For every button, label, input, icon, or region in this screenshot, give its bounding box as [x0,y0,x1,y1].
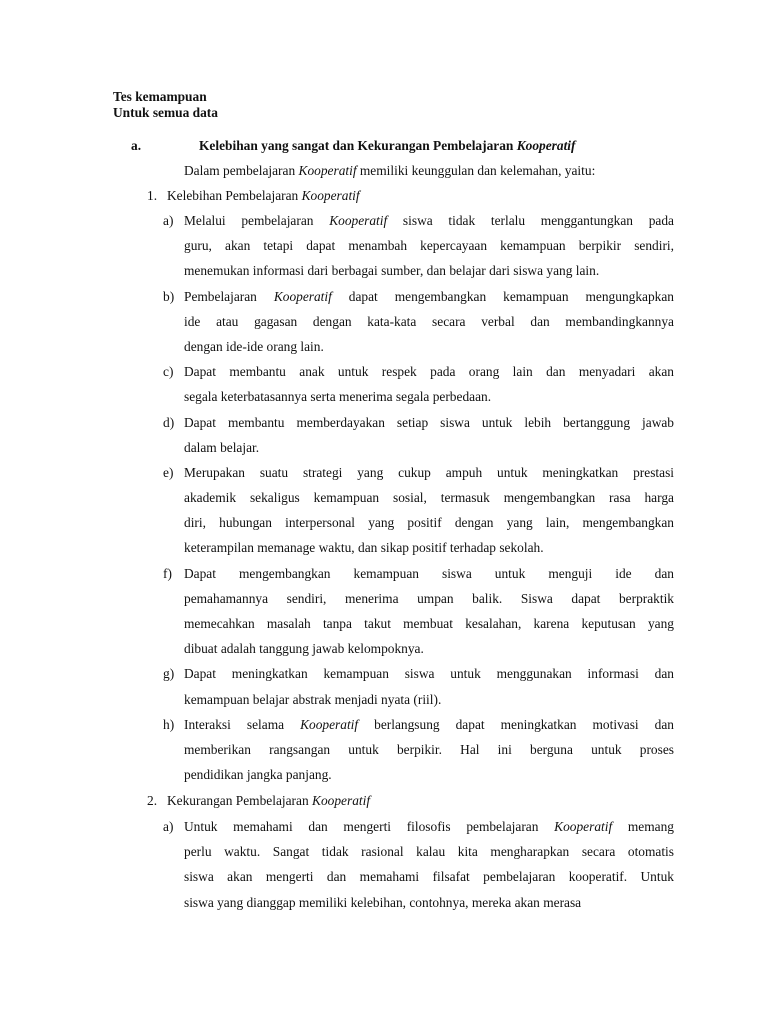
text-line: Dapat membantu memberdayakan setiap siswa untuk lebih bertanggung jawab [184,414,674,430]
document-subtitle: Untuk semua data [113,105,218,120]
list-item-marker: e) [163,464,174,480]
section-title: Kelebihan yang sangat dan Kekurangan Pembelajaran Kooperatif [199,138,576,153]
text-line: Merupakan suatu strategi yang cukup ampuh untuk meningkatkan prestasi [184,464,674,480]
text-line: diri, hubungan interpersonal yang positif dengan yang lain, mengembangkan [184,515,674,531]
subsection-title-kelebihan: Kelebihan Pembelajaran Kooperatif [167,188,360,203]
list-item [163,208,674,284]
text-line: Dapat membantu anak untuk respek pada orang lain dan menyadari akan [184,364,674,380]
text-line: Interaksi selama Kooperatif berlangsung dapat meningkatkan motivasi dan [184,716,674,732]
list-item-marker: h) [163,716,175,732]
text-line: pendidikan jangka panjang. [184,767,332,783]
document-title: Tes kemampuan [113,89,207,104]
list-item-marker: a) [163,213,174,228]
text-line: keterampilan memanage waktu, dan sikap positif terhadap sekolah. [184,540,544,556]
list-item [163,410,674,460]
subsection-number: 2. [147,793,158,808]
section-label: a. [131,138,142,153]
text-line: Untuk memahami dan mengerti filosofis pembelajaran Kooperatif memang [184,819,674,834]
list-item-marker: g) [163,666,175,682]
subsection-title-kekurangan: Kekurangan Pembelajaran Kooperatif [167,793,371,808]
text-line: segala keterbatasannya serta menerima segala perbedaan. [184,389,492,405]
text-line: guru, akan tetapi dapat menambah kepercayaan kemampuan berpikir sendiri, [184,238,674,254]
text-line: akademik sekaligus kemampuan sosial, termasuk mengembangkan rasa harga [184,490,674,506]
list-item [163,359,674,409]
text-line: Melalui pembelajaran Kooperatif siswa tidak terlalu menggantungkan pada [184,213,674,228]
text-line: memecahkan masalah tanpa takut membuat kesalahan, karena keputusan yang [184,616,674,631]
kekurangan-list [163,814,674,915]
list-item-marker: b) [163,288,175,304]
text-line: Dapat meningkatkan kemampuan siswa untuk menggunakan informasi dan [184,666,674,682]
text-line: siswa yang dianggap memiliki kelebihan, contohnya, mereka akan merasa [184,894,582,910]
list-item-marker: d) [163,414,175,430]
text-line: kemampuan belajar abstrak menjadi nyata (riil). [184,691,442,707]
list-item [163,661,674,711]
text-line: Pembelajaran Kooperatif dapat mengembangkan kemampuan mengungkapkan [184,288,675,304]
text-line: dalam belajar. [184,439,260,455]
list-item [163,561,674,662]
list-item-marker: f) [163,565,172,581]
list-item-marker: c) [163,364,174,380]
text-line: memberikan rangsangan untuk berpikir. Hal ini berguna untuk proses [184,741,674,757]
list-item [163,712,674,788]
text-line: ide atau gagasan dengan kata-kata secara verbal dan membandingkannya [184,313,674,329]
list-item-marker: a) [163,819,174,834]
text-line: siswa akan mengerti dan memahami filsafat pembelajaran kooperatif. Untuk [184,869,674,885]
text-line: dibuat adalah tanggung jawab kelompoknya. [184,641,424,657]
text-line: pemahamannya sendiri, menerima umpan balik. Siswa dapat berpraktik [184,590,674,606]
list-item [163,814,674,915]
text-line: dengan ide-ide orang lain. [184,338,324,354]
section-intro: Dalam pembelajaran Kooperatif memiliki keunggulan dan kelemahan, yaitu: [184,163,596,178]
subsection-number: 1. [147,188,158,203]
list-item [163,284,674,360]
kelebihan-list [163,208,674,787]
text-line: Dapat mengembangkan kemampuan siswa untuk menguji ide dan [184,565,674,581]
text-line: menemukan informasi dari berbagai sumber, dan belajar dari siswa yang lain. [184,263,600,279]
text-line: perlu waktu. Sangat tidak rasional kalau kita mengharapkan secara otomatis [184,844,674,860]
list-item [163,460,674,561]
